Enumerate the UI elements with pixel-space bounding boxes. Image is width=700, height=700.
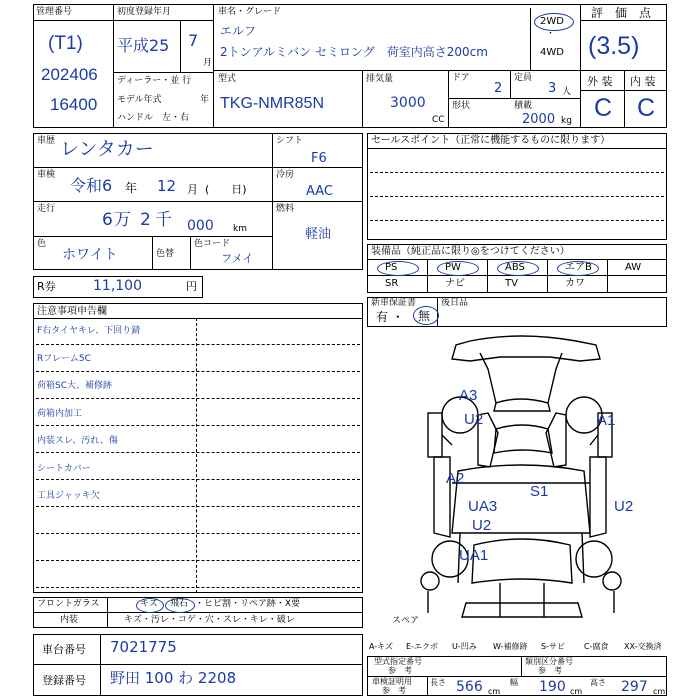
damage-mark-u2-side: U2 (472, 517, 492, 534)
width-label: 幅 (510, 678, 518, 687)
mgmt-label: 管理番号 (36, 7, 73, 17)
drive-dot: ・ (546, 29, 556, 39)
damage-mark-s1: S1 (530, 483, 549, 500)
reg-era: 平成25 (117, 36, 170, 55)
notes-item: Rフレーム5C (37, 353, 91, 364)
equipment-label: 装備品（純正品に限り◎をつけてください） (371, 246, 570, 257)
reg-month-unit: 月 (203, 58, 213, 68)
length-value: 566 (456, 679, 483, 695)
mileage-rest: 000 (187, 218, 214, 234)
reg-month: 7 (188, 31, 199, 50)
legend-item: U-凹み (452, 642, 477, 651)
load-label: 積載 (514, 101, 533, 111)
equipment-item: PS (385, 262, 398, 273)
drive-2wd: 2WD (540, 16, 564, 27)
mileage-sen-unit: 千 (155, 210, 172, 230)
type-value: TKG-NMR85N (220, 95, 325, 112)
insp-year-unit: 年 (125, 181, 138, 195)
legend-item: E-エクボ (406, 642, 438, 651)
glass-circled-2: 飛石 (170, 599, 189, 609)
class-sub: 参 考 (538, 666, 562, 675)
history-value: レンタカー (60, 138, 154, 160)
notes-item: F右タイヤキレ、下回り錆 (37, 326, 141, 336)
name-label: 車名・グレード (218, 7, 282, 17)
height-label: 高さ (590, 678, 606, 687)
capacity-value: 3 (548, 81, 557, 96)
mileage-man: 6 (102, 210, 113, 230)
notes-rule (36, 371, 360, 372)
notes-rule (36, 506, 360, 507)
type-cert-sub: 参 考 (388, 666, 412, 675)
date-item-label: 後日品 (441, 298, 469, 308)
shift-label: シフト (276, 136, 304, 146)
doors-value: 2 (494, 81, 503, 96)
history-label: 車歴 (37, 136, 56, 146)
cc-label: 排気量 (366, 74, 394, 84)
notes-rule (36, 560, 360, 561)
ext-value: C (594, 94, 613, 122)
mileage-label: 走行 (37, 204, 56, 214)
capacity-label: 定員 (514, 73, 533, 83)
color-code-label: 色コード (194, 239, 231, 249)
r-value: 11,100 (93, 278, 142, 294)
class-label: 類別区分番号 (525, 657, 573, 666)
shift-value: F6 (311, 151, 327, 166)
glass-circled-1: キズ (140, 599, 158, 609)
notes-rule (36, 479, 360, 480)
type-cert-label: 型式指定番号 (374, 657, 422, 666)
int-label: 内 装 (630, 75, 656, 88)
ac-value: AAC (306, 184, 333, 199)
ext-label: 外 装 (587, 75, 613, 88)
height-value: 297 (621, 679, 648, 695)
legend-item: XX-交換済 (624, 642, 662, 651)
warranty-circled: 無 (418, 309, 431, 323)
damage-mark-a2: A2 (446, 470, 465, 487)
plate-value: 野田 100 わ 2208 (110, 669, 237, 687)
warranty-label: 新車保証書 (371, 298, 417, 308)
mgmt-lot: 202406 (41, 65, 98, 84)
cc-value: 3000 (390, 95, 426, 111)
notes-item: 内装スレ、汚れ、傷 (37, 436, 118, 446)
interior-value: キズ・汚レ・コゲ・穴・スレ・キレ・破レ (124, 615, 295, 625)
load-value: 2000 (522, 112, 556, 127)
notes-item: 荷箱SC大、補修跡 (37, 381, 112, 391)
damage-mark-ua1: UA1 (459, 547, 489, 564)
sales-points-label: セールスポイント（正常に機能するものに限ります） (371, 135, 611, 146)
legend-item: A-キズ (369, 642, 394, 651)
height-unit: cm (653, 687, 666, 696)
int-value: C (637, 94, 656, 122)
score-label: 評 価 点 (591, 6, 652, 20)
equipment-item: TV (505, 278, 518, 289)
length-unit: cm (488, 687, 501, 696)
legend-item: C-腐食 (584, 642, 609, 651)
cc-unit: CC (432, 115, 445, 125)
type-label: 型式 (218, 74, 237, 84)
recolor-label: 色替 (156, 249, 175, 259)
r-label: R券 (37, 280, 56, 293)
fuel-label: 燃料 (276, 204, 295, 214)
legend-item: W-補修跡 (493, 642, 528, 651)
name-line2: 2トンアルミバン セミロング 荷室内高さ200cm (220, 45, 488, 59)
equipment-item: AW (625, 262, 642, 273)
handle-label: ハンドル 左・右 (117, 113, 190, 123)
mgmt-no: 16400 (50, 95, 98, 114)
notes-rule (36, 587, 360, 588)
shape-label: 形状 (452, 101, 471, 111)
dealer-label: ディーラー・並 行 (117, 76, 192, 86)
name-line1: エルフ (220, 24, 257, 38)
glass-rest: ・ヒビ割・リペア跡・X要 (195, 599, 300, 609)
warranty-value: 有 ・ (376, 310, 404, 324)
insp-month-unit: 月 (187, 183, 198, 196)
inspection-label: 車検 (37, 170, 56, 180)
load-unit: kg (561, 116, 572, 126)
width-value: 190 (539, 679, 566, 695)
chassis-label: 車台番号 (42, 643, 86, 656)
color-label: 色 (37, 239, 47, 249)
notes-frame (33, 303, 363, 593)
plate-label: 登録番号 (42, 674, 86, 687)
equipment-circle (377, 261, 419, 276)
damage-mark-u2-front: U2 (464, 411, 484, 428)
cert-sub: 参 考 (382, 686, 406, 695)
chassis-value: 7021775 (110, 638, 177, 656)
notes-label: 注意事項申告欄 (37, 306, 107, 317)
ac-label: 冷房 (276, 170, 295, 180)
mileage-unit: km (233, 224, 247, 234)
damage-mark-a1: A1 (597, 412, 616, 429)
mgmt-venue: (T1) (48, 33, 83, 54)
capacity-unit: 人 (562, 87, 572, 97)
interior-label: 内装 (60, 615, 79, 625)
equipment-item: PW (445, 262, 461, 273)
damage-mark-a3: A3 (459, 387, 478, 404)
drive-4wd: 4WD (540, 47, 564, 58)
damage-mark-ua3: UA3 (468, 498, 498, 515)
notes-item: シートカバー (37, 463, 91, 474)
mileage-sen: 2 (140, 210, 151, 230)
model-year-label: モデル年式 (117, 95, 162, 105)
notes-rule (36, 344, 360, 345)
truck-diagram (400, 333, 660, 623)
sales-points-frame (367, 133, 667, 240)
notes-rule (36, 452, 360, 453)
notes-item: 荷箱内加工 (37, 408, 83, 419)
insp-day: ( 日) (205, 183, 247, 196)
insp-era: 令和6 (70, 176, 113, 195)
fuel-value: 軽油 (305, 227, 332, 242)
mileage-man-unit: 万 (114, 210, 131, 230)
width-unit: cm (570, 687, 583, 696)
cert-label: 車検証明用 (372, 677, 412, 686)
equipment-item: ABS (505, 262, 525, 273)
insp-month: 12 (157, 177, 177, 195)
color-value: ホワイト (62, 247, 118, 263)
legend-item: S-サビ (541, 642, 565, 651)
notes-rule (36, 533, 360, 534)
score-value: (3.5) (588, 32, 640, 60)
equipment-item: カワ (565, 278, 585, 289)
notes-rule (36, 398, 360, 399)
equipment-item: SR (385, 278, 399, 289)
model-year-unit: 年 (200, 95, 210, 105)
spare-label: スペア (392, 616, 420, 626)
length-label: 長さ (430, 678, 446, 687)
color-code-value: フメイ (221, 252, 254, 265)
doors-label: ドア (452, 73, 470, 83)
notes-rule (36, 425, 360, 426)
notes-item: 工具ジャッキ欠 (37, 491, 100, 501)
equipment-item: ナビ (445, 278, 465, 289)
r-unit: 円 (186, 280, 197, 293)
damage-mark-u2-right: U2 (614, 498, 634, 515)
equipment-item: エアB (565, 262, 592, 273)
glass-label: フロントガラス (37, 599, 100, 609)
reg-label: 初度登録年月 (117, 7, 172, 17)
